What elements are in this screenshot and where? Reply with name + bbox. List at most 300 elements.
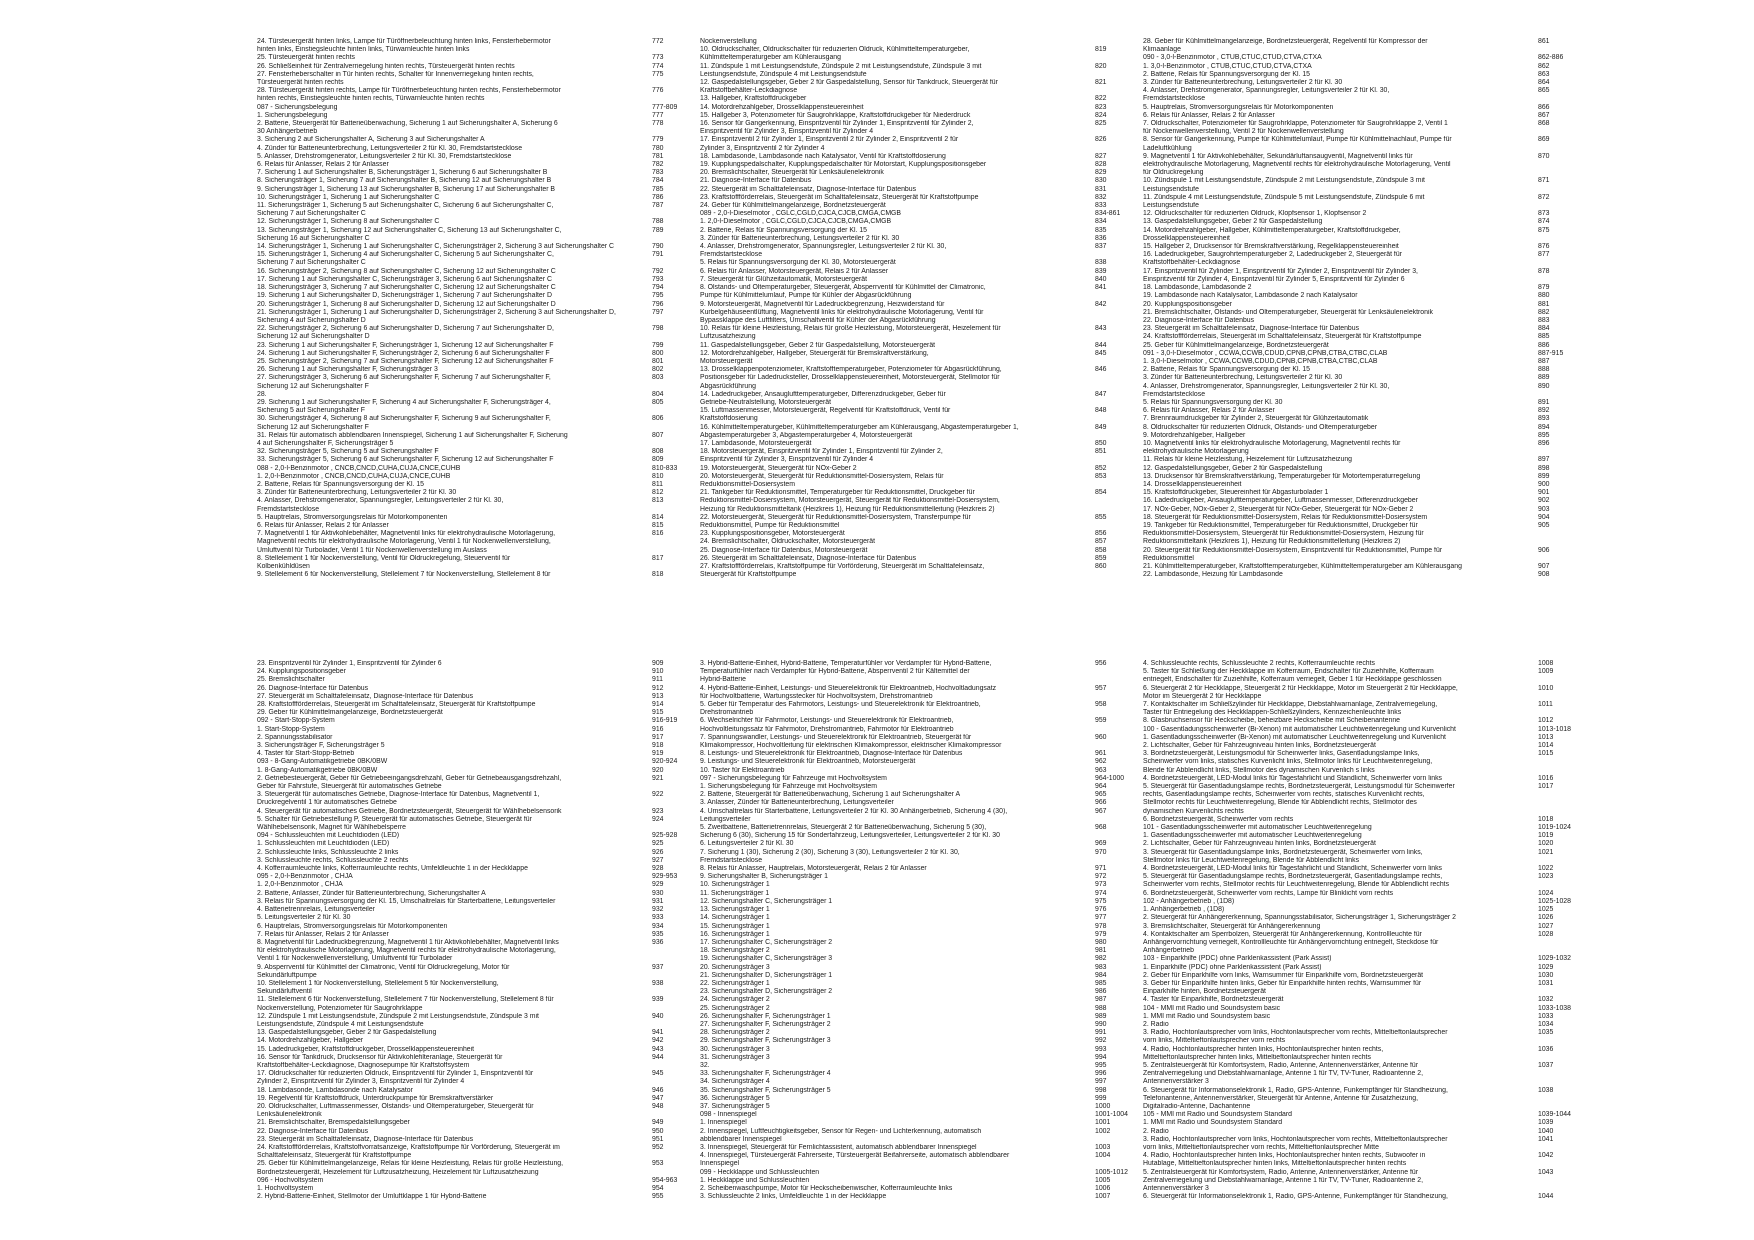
toc-entry-title: 104 - MMI mit Radio und Soundsystem basic bbox=[1143, 1004, 1281, 1012]
toc-entry-title: 8. Ölstands- und Öltemperaturgeber, Steuergerät, Absperrventil für Kühlmittel der Climatronic, bbox=[700, 284, 986, 292]
toc-entry-page: 984 bbox=[1095, 971, 1107, 979]
toc-entry bbox=[1143, 333, 1663, 341]
toc-entry bbox=[1143, 726, 1663, 734]
toc-entry-title: 4. Anlasser, Drehstromgenerator, Spannungsregler, Leitungsverteiler 2 für Kl. 30, bbox=[700, 243, 947, 251]
toc-entry-page: 925-928 bbox=[652, 832, 678, 840]
toc-entry-title: 12. Gaspedalstellungsgeber, Geber 2 für Gaspedalstellung bbox=[1143, 464, 1323, 472]
toc-entry bbox=[257, 128, 777, 136]
toc-entry bbox=[257, 456, 777, 464]
toc-entry bbox=[257, 890, 777, 898]
toc-entry bbox=[1143, 1144, 1663, 1152]
toc-entry-title: 3. Schlussleuchte rechts, Schlussleuchte 2 rechts bbox=[257, 856, 409, 864]
toc-entry-page: 860 bbox=[1095, 563, 1107, 570]
toc-entry-title: 31. Sicherungsträger 3 bbox=[700, 1053, 770, 1061]
toc-entry bbox=[700, 906, 1220, 914]
toc-entry-page: 915 bbox=[652, 709, 664, 717]
toc-entry-title: 11. Zündspule 1 mit Leistungsendstufe, Zündspule 2 mit Leistungsendstufe, Zündspule 3 mit bbox=[700, 62, 982, 70]
toc-entry-title: Lenksäulenelektronik bbox=[257, 1111, 322, 1119]
toc-entry-title: 9. Stellelement 6 für Nockenverstellung, Stellelement 7 für Nockenverstellung, Stellelement 8 für bbox=[257, 571, 551, 579]
toc-entry-title: 5. Zentralsteuergerät für Komfortsystem, Radio, Antenne, Antennenverstärker, Antenne für bbox=[1143, 1061, 1419, 1069]
toc-entry-title: Reduktionsmittel-Dosiersystem bbox=[700, 480, 795, 488]
toc-entry-title: 15. Sicherungsträger 1, Sicherung 4 auf Sicherungshalter C, Sicherung 5 auf Sicherungshalter C, bbox=[257, 251, 554, 259]
toc-entry-page: 964 bbox=[1095, 783, 1107, 791]
toc-entry-title: Hybrid-Batterie bbox=[700, 676, 746, 684]
toc-entry-page: 832 bbox=[1095, 193, 1107, 201]
toc-entry-page: 997 bbox=[1095, 1078, 1107, 1086]
toc-entry-page: 879 bbox=[1538, 284, 1550, 292]
toc-entry-title: Kraftstoffdosierung bbox=[700, 415, 758, 423]
toc-entry-page: 978 bbox=[1095, 922, 1107, 930]
toc-entry bbox=[1143, 563, 1663, 571]
toc-entry bbox=[1143, 128, 1663, 136]
toc-entry-title: 7. Spannungswandler, Leistungs- und Steuerelektronik für Elektroantrieb, Steuergerät für bbox=[700, 733, 972, 741]
toc-entry-title: Heizung für Reduktionsmitteltank (Heizkreis 1), Heizung für Reduktionsmittelleitung (Heizkreis 2) bbox=[700, 505, 995, 513]
toc-entry bbox=[700, 1103, 1220, 1111]
toc-entry-title: 28. bbox=[257, 390, 267, 398]
toc-entry bbox=[257, 676, 777, 684]
toc-entry-title: für Hochvoltbatterie, Wartungsstecker für Hochvoltsystem, Drehstromantrieb bbox=[700, 692, 933, 700]
toc-entry bbox=[700, 161, 1220, 169]
toc-entry-page: 1029 bbox=[1538, 963, 1554, 971]
toc-entry-title: 10. Taster für Elektroantrieb bbox=[700, 766, 785, 774]
toc-entry-page: 983 bbox=[1095, 963, 1107, 971]
toc-entry-title: Fremdstartstecklose bbox=[257, 505, 320, 513]
toc-entry bbox=[700, 1128, 1220, 1136]
toc-entry-page: 777-809 bbox=[652, 103, 678, 111]
toc-entry-title: Sicherung 16 auf Sicherungshalter C bbox=[257, 234, 370, 242]
toc-entry bbox=[1143, 816, 1663, 824]
toc-entry-page: 937 bbox=[652, 963, 664, 971]
toc-entry bbox=[700, 775, 1220, 783]
toc-entry bbox=[1143, 309, 1663, 317]
toc-entry-page: 893 bbox=[1538, 415, 1550, 423]
toc-entry-title: Reduktionsmitteltank (Heizkreis 1), Heizung für Reduktionsmittelleitung (Heizkreis 2) bbox=[1143, 538, 1401, 546]
toc-entry-title: 22. Sicherungsträger 1 bbox=[700, 979, 770, 987]
toc-entry bbox=[1143, 668, 1663, 676]
toc-entry bbox=[1143, 497, 1663, 505]
toc-entry bbox=[1143, 177, 1663, 185]
toc-entry-title: 14. Motordrehzahlgeber, Hallgeber, Kühlmitteltemperaturgeber, Kraftstoffdruckgeber, bbox=[1143, 226, 1401, 234]
toc-entry bbox=[1143, 972, 1663, 980]
toc-entry-page: 1030 bbox=[1538, 971, 1554, 979]
toc-entry bbox=[700, 95, 1220, 103]
toc-entry bbox=[257, 1046, 777, 1054]
toc-entry-page: 1013-1018 bbox=[1538, 725, 1571, 733]
toc-entry bbox=[1143, 473, 1663, 481]
toc-entry bbox=[257, 1095, 777, 1103]
toc-entry-page: 1001-1004 bbox=[1095, 1111, 1128, 1119]
toc-entry bbox=[700, 1078, 1220, 1086]
toc-entry bbox=[257, 701, 777, 709]
toc-entry-title: 7. Sicherung 1 auf Sicherungshalter B, Sicherungsträger 1, Sicherung 6 auf Sicherungshalter B bbox=[257, 169, 548, 177]
toc-entry-page: 949 bbox=[652, 1119, 664, 1127]
toc-entry-title: 1. Heckklappe und Schlussleuchten bbox=[700, 1176, 810, 1184]
toc-entry-page: 903 bbox=[1538, 505, 1550, 513]
toc-entry-page: 1023 bbox=[1538, 873, 1554, 881]
toc-entry-page: 1038 bbox=[1538, 1086, 1554, 1094]
toc-entry-page: 998 bbox=[1095, 1086, 1107, 1094]
toc-entry bbox=[1143, 317, 1663, 325]
toc-entry bbox=[257, 481, 777, 489]
toc-entry-page: 828 bbox=[1095, 161, 1107, 169]
toc-entry bbox=[700, 1152, 1220, 1160]
toc-entry-page: 817 bbox=[652, 554, 664, 562]
toc-entry-title: 5. Schalter für Getriebestellung P, Steuergerät für automatisches Getriebe, Steuergerät für bbox=[257, 815, 532, 823]
toc-column-bottom-right bbox=[1143, 660, 1663, 1201]
toc-entry-title: 32. bbox=[700, 1061, 710, 1069]
toc-entry bbox=[700, 668, 1220, 676]
toc-entry-title: 6. Bordnetzsteuergerät, Scheinwerfer vorn rechts, Lampe für Blinklicht vorn rechts bbox=[1143, 889, 1394, 897]
toc-entry-title: Drehstromantrieb bbox=[700, 709, 754, 717]
toc-entry-page: 805 bbox=[652, 398, 664, 406]
toc-entry-page: 959 bbox=[1095, 717, 1107, 725]
toc-entry-page: 814 bbox=[652, 513, 664, 521]
toc-entry bbox=[700, 1062, 1220, 1070]
toc-entry-page: 896 bbox=[1538, 439, 1550, 447]
toc-entry-title: 2. Innenspiegel, Luftfeuchtigkeitsgeber, Sensor für Regen- und Lichterkennung, automatisch bbox=[700, 1127, 982, 1135]
toc-entry bbox=[257, 538, 777, 546]
toc-entry bbox=[1143, 227, 1663, 235]
toc-entry-title: rechts, Gasentladungslampe rechts, Scheinwerfer vorn rechts, statisches Kurvenlicht rechts, bbox=[1143, 791, 1425, 799]
toc-entry bbox=[257, 432, 777, 440]
toc-entry-title: 089 - 2,0-l-Dieselmotor , CGLC,CGLD,CJCA,CJCB,CMGA,CMGB bbox=[700, 210, 902, 218]
toc-entry-page: 802 bbox=[652, 366, 664, 374]
toc-entry-page: 925 bbox=[652, 840, 664, 848]
toc-entry-page: 892 bbox=[1538, 407, 1550, 415]
toc-entry-page: 899 bbox=[1538, 472, 1550, 480]
toc-entry-page: 851 bbox=[1095, 448, 1107, 456]
toc-entry-title: 19. Sicherung 1 auf Sicherungshalter D, Sicherungsträger 1, Sicherung 7 auf Sicherungshalter D bbox=[257, 292, 552, 300]
toc-entry bbox=[1143, 914, 1663, 922]
toc-entry bbox=[257, 79, 777, 87]
toc-entry-title: 2. Spannungsstabilisator bbox=[257, 733, 333, 741]
toc-entry-title: 32. Sicherungsträger 5, Sicherung 5 auf Sicherungshalter F bbox=[257, 448, 439, 456]
toc-entry bbox=[257, 563, 777, 571]
toc-entry bbox=[257, 931, 777, 939]
toc-entry-page: 1000 bbox=[1095, 1102, 1111, 1110]
toc-entry bbox=[1143, 660, 1663, 668]
toc-entry-title: Druckregelventil 1 für automatisches Getriebe bbox=[257, 799, 397, 807]
toc-entry-title: Kraftstoffbehälter-Leckdiagnose bbox=[700, 87, 798, 95]
toc-entry-title: Abgasrückführung bbox=[700, 382, 756, 390]
toc-entry bbox=[1143, 865, 1663, 873]
toc-entry-title: 7. Steuergerät für Glühzeitautomatik, Motorsteuergerät bbox=[700, 275, 867, 283]
toc-entry bbox=[700, 46, 1220, 54]
toc-entry-page: 1010 bbox=[1538, 684, 1554, 692]
toc-entry-page: 906 bbox=[1538, 546, 1550, 554]
toc-entry-title: Einparkhilfe hinten, Bordnetzsteuergerät bbox=[1143, 988, 1266, 996]
toc-entry-page: 876 bbox=[1538, 243, 1550, 251]
toc-entry-title: 13. Drosselklappenpotenziometer, Kraftstofftemperaturgeber, Potenziometer für Abgasrückführung, bbox=[700, 366, 1002, 374]
toc-entry-page: 1019 bbox=[1538, 832, 1554, 840]
toc-entry-page: 799 bbox=[652, 341, 664, 349]
toc-entry-title: 1. Hochvoltsystem bbox=[257, 1185, 314, 1192]
toc-entry bbox=[700, 251, 1220, 259]
toc-entry-title: 2. Getriebesteuergerät, Geber für Getriebeeingangsdrehzahl, Geber für Getriebeausgangsdrehzahl, bbox=[257, 774, 562, 782]
toc-entry-title: 24. Türsteuergerät hinten links, Lampe für Türöffnerbeleuchtung hinten links, Fensterhebermotor bbox=[257, 38, 551, 45]
toc-entry bbox=[700, 923, 1220, 931]
toc-entry-title: Steuergerät für Kraftstoffpumpe bbox=[700, 571, 797, 579]
toc-entry-title: 8. Glasbruchsensor für Heckscheibe, beheizbare Heckscheibe mit Scheibenantenne bbox=[1143, 717, 1401, 725]
toc-entry bbox=[1143, 153, 1663, 161]
toc-entry-page: 950 bbox=[652, 1127, 664, 1135]
toc-entry-title: Zylinder 3, Einspritzventil 2 für Zylinder 4 bbox=[700, 144, 825, 152]
toc-entry-title: 6. Bordnetzsteuergerät, Scheinwerfer vorn rechts bbox=[1143, 815, 1294, 823]
toc-entry bbox=[700, 202, 1220, 210]
toc-entry-title: 2. Lichtschalter, Geber für Fahrzeugniveau hinten links, Bordnetzsteuergerät bbox=[1143, 840, 1376, 848]
toc-entry bbox=[1143, 391, 1663, 399]
toc-entry-title: Türsteuergerät hinten rechts bbox=[257, 79, 344, 87]
toc-entry-title: 3. Schlussleuchte 2 links, Umfeldleuchte 1 in der Heckklappe bbox=[700, 1193, 887, 1201]
toc-entry-page: 883 bbox=[1538, 316, 1550, 324]
toc-entry-page: 1009 bbox=[1538, 668, 1554, 676]
toc-entry bbox=[700, 1119, 1220, 1127]
toc-entry-page: 901 bbox=[1538, 489, 1550, 497]
toc-entry bbox=[1143, 432, 1663, 440]
toc-entry bbox=[700, 350, 1220, 358]
toc-entry-title: 26. Steuergerät im Schalttafeleinsatz, Diagnose-Interface für Datenbus bbox=[700, 554, 917, 562]
toc-entry bbox=[1143, 701, 1663, 709]
toc-entry bbox=[1143, 1136, 1663, 1144]
toc-entry bbox=[257, 407, 777, 415]
toc-entry-page: 894 bbox=[1538, 423, 1550, 431]
toc-entry-title: 4. Anlasser, Drehstromgenerator, Spannungsregler, Leitungsverteiler 2 für Kl. 30, bbox=[1143, 382, 1390, 390]
toc-entry bbox=[257, 939, 777, 947]
toc-entry bbox=[257, 717, 777, 725]
toc-entry-title: Zentralverriegelung und Diebstahlwarnanlage, Antenne 1 für TV, TV-Tuner, Radioantenne 2, bbox=[1143, 1070, 1424, 1078]
toc-entry-page: 976 bbox=[1095, 906, 1107, 914]
toc-column-top-middle bbox=[700, 38, 1220, 579]
toc-entry bbox=[257, 465, 777, 473]
toc-entry-title: 5. Relais für Spannungsversorgung der Kl. 30 bbox=[1143, 398, 1283, 406]
toc-entry-page: 829 bbox=[1095, 169, 1107, 177]
toc-entry bbox=[1143, 931, 1663, 939]
toc-entry bbox=[257, 1013, 777, 1021]
toc-entry-title: 3. Hybrid-Batterie-Einheit, Hybrid-Batterie, Temperaturfühler vor Verdampfer für Hybrid-Batterie, bbox=[700, 660, 992, 667]
toc-entry bbox=[1143, 292, 1663, 300]
toc-entry-page: 963 bbox=[1095, 766, 1107, 774]
toc-entry-page: 934 bbox=[652, 922, 664, 930]
toc-entry-title: dynamischen Kurvenlichts rechts bbox=[1143, 807, 1244, 815]
toc-entry-page: 1042 bbox=[1538, 1152, 1554, 1160]
toc-entry-page: 938 bbox=[652, 979, 664, 987]
toc-entry-page: 974 bbox=[1095, 889, 1107, 897]
toc-entry-title: Getriebe-Neutralstellung, Motorsteuergerät bbox=[700, 398, 831, 406]
toc-entry bbox=[257, 169, 777, 177]
toc-entry bbox=[700, 104, 1220, 112]
toc-entry-title: Telefonantenne, Antennenverstärker, Steuergerät für Antenne, Antenne für Zusatzheizung, bbox=[1143, 1094, 1419, 1102]
toc-entry bbox=[1143, 964, 1663, 972]
toc-entry-title: Drosselklappensteuereinheit bbox=[1143, 234, 1230, 242]
toc-entry-title: 7. Relais für Anlasser, Relais 2 für Anlasser bbox=[257, 930, 389, 938]
toc-entry-title: 14. Motordrehzahlgeber, Hallgeber bbox=[257, 1037, 364, 1045]
toc-entry bbox=[1143, 555, 1663, 563]
toc-entry-title: 3. Geber für Einparkhilfe hinten links, Geber für Einparkhilfe hinten rechts, Warnsummer für bbox=[1143, 979, 1422, 987]
toc-entry bbox=[1143, 857, 1663, 865]
toc-entry bbox=[257, 1037, 777, 1045]
toc-entry-title: 102 - Anhängerbetrieb , (1D8) bbox=[1143, 897, 1235, 905]
toc-entry-title: 2. Batterie, Relais für Spannungsversorgung der Kl. 15 bbox=[1143, 70, 1311, 78]
toc-entry bbox=[257, 284, 777, 292]
toc-entry-title: 3. Relais für Spannungsversorgung der Kl. 15, Umschaltrelais für Starterbatterie, Leitungsverteiler bbox=[257, 897, 556, 905]
toc-entry bbox=[700, 1160, 1220, 1168]
toc-entry-title: 3. Zünder für Batterieunterbrechung, Leitungsverteiler 2 für Kl. 30 bbox=[700, 234, 900, 242]
toc-entry-title: 12. Sicherungshalter C, Sicherungsträger 1 bbox=[700, 897, 833, 905]
toc-entry bbox=[1143, 251, 1663, 259]
toc-entry-page: 917 bbox=[652, 733, 664, 741]
toc-entry-page: 848 bbox=[1095, 407, 1107, 415]
toc-entry-title: Reduktionsmittel-Dosiersystem, Motorsteuergerät, Steuergerät für Reduktionsmittel-Dosiersystem, bbox=[700, 497, 1000, 505]
toc-entry bbox=[257, 668, 777, 676]
toc-entry-page: 801 bbox=[652, 357, 664, 365]
toc-entry-title: 6. Leitungsverteiler 2 für Kl. 30 bbox=[700, 840, 794, 848]
toc-entry-title: Sicherung 12 auf Sicherungshalter F bbox=[257, 382, 369, 390]
toc-entry bbox=[700, 955, 1220, 963]
toc-entry bbox=[700, 701, 1220, 709]
toc-entry-page: 1027 bbox=[1538, 922, 1554, 930]
toc-entry bbox=[1143, 530, 1663, 538]
toc-entry-page: 837 bbox=[1095, 243, 1107, 251]
toc-entry bbox=[257, 849, 777, 857]
toc-entry-title: 24. Sicherung 1 auf Sicherungshalter F, Sicherungsträger 2, Sicherung 6 auf Sicherungshalter F bbox=[257, 349, 550, 357]
toc-entry bbox=[257, 808, 777, 816]
toc-entry bbox=[700, 448, 1220, 456]
toc-entry bbox=[700, 571, 1220, 579]
toc-entry-title: 3. Sicherungsträger F, Sicherungsträger 5 bbox=[257, 742, 385, 750]
toc-entry bbox=[700, 1144, 1220, 1152]
toc-entry-page: 887 bbox=[1538, 357, 1550, 365]
toc-entry bbox=[1143, 717, 1663, 725]
toc-entry-page: 849 bbox=[1095, 423, 1107, 431]
toc-entry-title: Luftzusatzheizung bbox=[700, 333, 756, 341]
toc-entry bbox=[257, 1136, 777, 1144]
toc-entry-page: 884 bbox=[1538, 325, 1550, 333]
toc-entry bbox=[257, 1021, 777, 1029]
toc-entry bbox=[700, 309, 1220, 317]
toc-entry-page: 859 bbox=[1095, 554, 1107, 562]
toc-entry bbox=[1143, 571, 1663, 579]
toc-entry-page: 811 bbox=[652, 480, 663, 488]
toc-entry-title: 3. Innenspiegel, Steuergerät für Fernlichtassistent, automatisch abblendbarer Innenspiegel bbox=[700, 1143, 977, 1151]
toc-entry-title: 5. Leitungsverteiler 2 für Kl. 30 bbox=[257, 914, 351, 922]
toc-entry bbox=[257, 734, 777, 742]
toc-entry-title: 18. Sicherungsträger 2 bbox=[700, 947, 770, 955]
toc-entry bbox=[1143, 1169, 1663, 1177]
toc-entry bbox=[700, 128, 1220, 136]
toc-entry-title: 9. Motorsteuergerät, Magnetventil für Ladedruckbegrenzung, Heizwiderstand für bbox=[700, 300, 945, 308]
toc-entry-title: 4. Anlasser, Drehstromgenerator, Spannungsregler, Leitungsverteiler 2 für Kl. 30, bbox=[257, 497, 504, 505]
toc-entry bbox=[257, 317, 777, 325]
toc-entry bbox=[700, 186, 1220, 194]
toc-entry-page: 842 bbox=[1095, 300, 1107, 308]
toc-entry bbox=[700, 514, 1220, 522]
toc-entry bbox=[257, 301, 777, 309]
toc-entry-page: 847 bbox=[1095, 390, 1107, 398]
toc-entry bbox=[1143, 873, 1663, 881]
toc-entry-title: Leistungsendstufe bbox=[1143, 185, 1199, 193]
toc-entry bbox=[257, 374, 777, 382]
toc-entry-title: 097 - Sicherungsbelegung für Fahrzeuge mit Hochvoltsystem bbox=[700, 774, 887, 782]
toc-entry bbox=[257, 750, 777, 758]
toc-entry bbox=[1143, 514, 1663, 522]
toc-entry bbox=[257, 177, 777, 185]
toc-entry bbox=[1143, 685, 1663, 693]
toc-entry bbox=[700, 358, 1220, 366]
toc-entry-title: 1. Start-Stopp-System bbox=[257, 725, 325, 733]
toc-entry-page: 1039 bbox=[1538, 1119, 1554, 1127]
toc-entry bbox=[1143, 1128, 1663, 1136]
toc-entry bbox=[1143, 783, 1663, 791]
toc-entry-page: 945 bbox=[652, 1070, 664, 1078]
toc-entry-title: 3. Zünder für Batterieunterbrechung, Leitungsverteiler 2 für Kl. 30 bbox=[1143, 79, 1343, 87]
toc-entry bbox=[700, 1013, 1220, 1021]
toc-entry-title: 3. Steuergerät für Gasentladungslampe links, Bordnetzsteuergerät, Scheinwerfer vorn links, bbox=[1143, 848, 1423, 856]
toc-entry bbox=[1143, 284, 1663, 292]
toc-entry-title: Scheinwerfer vorn links, statisches Kurvenlicht links, Stellmotor links für Leuchtweitenregelung, bbox=[1143, 758, 1433, 766]
toc-entry-title: 9. Sicherungsträger 1, Sicherung 13 auf Sicherungshalter B, Sicherung 17 auf Sicherungshalter B bbox=[257, 185, 556, 193]
toc-entry-title: 23. Sicherung 1 auf Sicherungshalter F, Sicherungsträger 1, Sicherung 12 auf Sicherungshalter F bbox=[257, 341, 554, 349]
toc-entry-title: Bordnetzsteuergerät, Heizelement für Luftzusatzheizung, Heizelement für Luftzusatzheizung bbox=[257, 1168, 539, 1176]
toc-entry-title: 18. Motorsteuergerät, Einspritzventil für Zylinder 1, Einspritzventil für Zylinder 2, bbox=[700, 448, 943, 456]
toc-entry bbox=[257, 832, 777, 840]
toc-entry-title: 22. Motorsteuergerät, Steuergerät für Reduktionsmittel-Dosiersystem, Transferpumpe für bbox=[700, 513, 971, 521]
toc-entry-page: 881 bbox=[1538, 300, 1550, 308]
toc-entry-page: 885 bbox=[1538, 333, 1550, 341]
toc-entry-page: 954-963 bbox=[652, 1176, 678, 1184]
toc-entry bbox=[257, 46, 777, 54]
toc-entry-page: 874 bbox=[1538, 218, 1550, 226]
toc-entry bbox=[700, 415, 1220, 423]
toc-entry bbox=[700, 964, 1220, 972]
toc-entry bbox=[700, 301, 1220, 309]
toc-entry-title: 15. Ladedruckgeber, Kraftstoffdruckgeber, Drosselklappensteuereinheit bbox=[257, 1045, 475, 1053]
toc-entry-page: 1025-1028 bbox=[1538, 897, 1571, 905]
toc-entry bbox=[1143, 399, 1663, 407]
toc-entry bbox=[257, 1169, 777, 1177]
toc-entry bbox=[700, 71, 1220, 79]
toc-entry-page: 916-919 bbox=[652, 717, 678, 725]
toc-entry-title: 093 - 8-Gang-Automatikgetriebe 0BK/0BW bbox=[257, 758, 388, 766]
toc-entry-page: 1034 bbox=[1538, 1020, 1554, 1028]
toc-entry bbox=[1143, 693, 1663, 701]
toc-entry bbox=[700, 506, 1220, 514]
toc-entry bbox=[257, 71, 777, 79]
toc-entry bbox=[700, 890, 1220, 898]
toc-entry bbox=[257, 1062, 777, 1070]
toc-entry-title: 14. Motordrehzahlgeber, Drosselklappensteuereinheit bbox=[700, 103, 864, 111]
toc-entry-title: für elektrohydraulische Motorlagerung, Magnetventil rechts für elektrohydraulische Motorlagerung, bbox=[257, 947, 556, 955]
toc-entry-title: Zentralverriegelung und Diebstahlwarnanlage, Antenne 1 für TV, TV-Tuner, Radioantenne 2, bbox=[1143, 1176, 1424, 1184]
toc-entry-title: 16. Sicherungsträger 1 bbox=[700, 930, 770, 938]
toc-entry-title: 4. Hybrid-Batterie-Einheit, Leistungs- und Steuerelektronik für Elektroantrieb, Hochvoltladungsatz bbox=[700, 684, 997, 692]
toc-entry bbox=[257, 947, 777, 955]
toc-column-bottom-middle bbox=[700, 660, 1220, 1201]
toc-entry-title: 2. Geber für Einparkhilfe vorn links, Warnsummer für Einparkhilfe vorn, Bordnetzsteuergerät bbox=[1143, 971, 1424, 979]
toc-entry-page: 877 bbox=[1538, 251, 1550, 259]
toc-entry-title: 096 - Hochvoltsystem bbox=[257, 1176, 324, 1184]
toc-entry-title: 2. Batterie, Steuergerät für Batterieüberwachung, Sicherung 1 auf Sicherungshalter A bbox=[700, 791, 961, 799]
toc-entry-title: 095 - 2,0-l-Benzinmotor , CHJA bbox=[257, 873, 353, 881]
toc-entry-title: 5. Zweitbatterie, Batterietrennrelais, Steuergerät 2 für Batterieüberwachung, Sicherung 5 (30), bbox=[700, 824, 987, 832]
toc-entry bbox=[700, 530, 1220, 538]
toc-entry bbox=[257, 980, 777, 988]
toc-entry-title: 11. Zündspule 4 mit Leistungsendstufe, Zündspule 5 mit Leistungsendstufe, Zündspule 6 mit bbox=[1143, 193, 1425, 201]
toc-entry bbox=[700, 407, 1220, 415]
toc-entry bbox=[257, 38, 777, 46]
toc-entry-title: 7. Sicherung 1 (30), Sicherung 2 (30), Sicherung 3 (30), Leitungsverteiler 2 für Kl. 30, bbox=[700, 848, 960, 856]
toc-entry bbox=[1143, 235, 1663, 243]
toc-entry-title: 16. Sicherungsträger 2, Sicherung 8 auf Sicherungshalter C, Sicherung 12 auf Sicherungshalter C bbox=[257, 267, 556, 275]
